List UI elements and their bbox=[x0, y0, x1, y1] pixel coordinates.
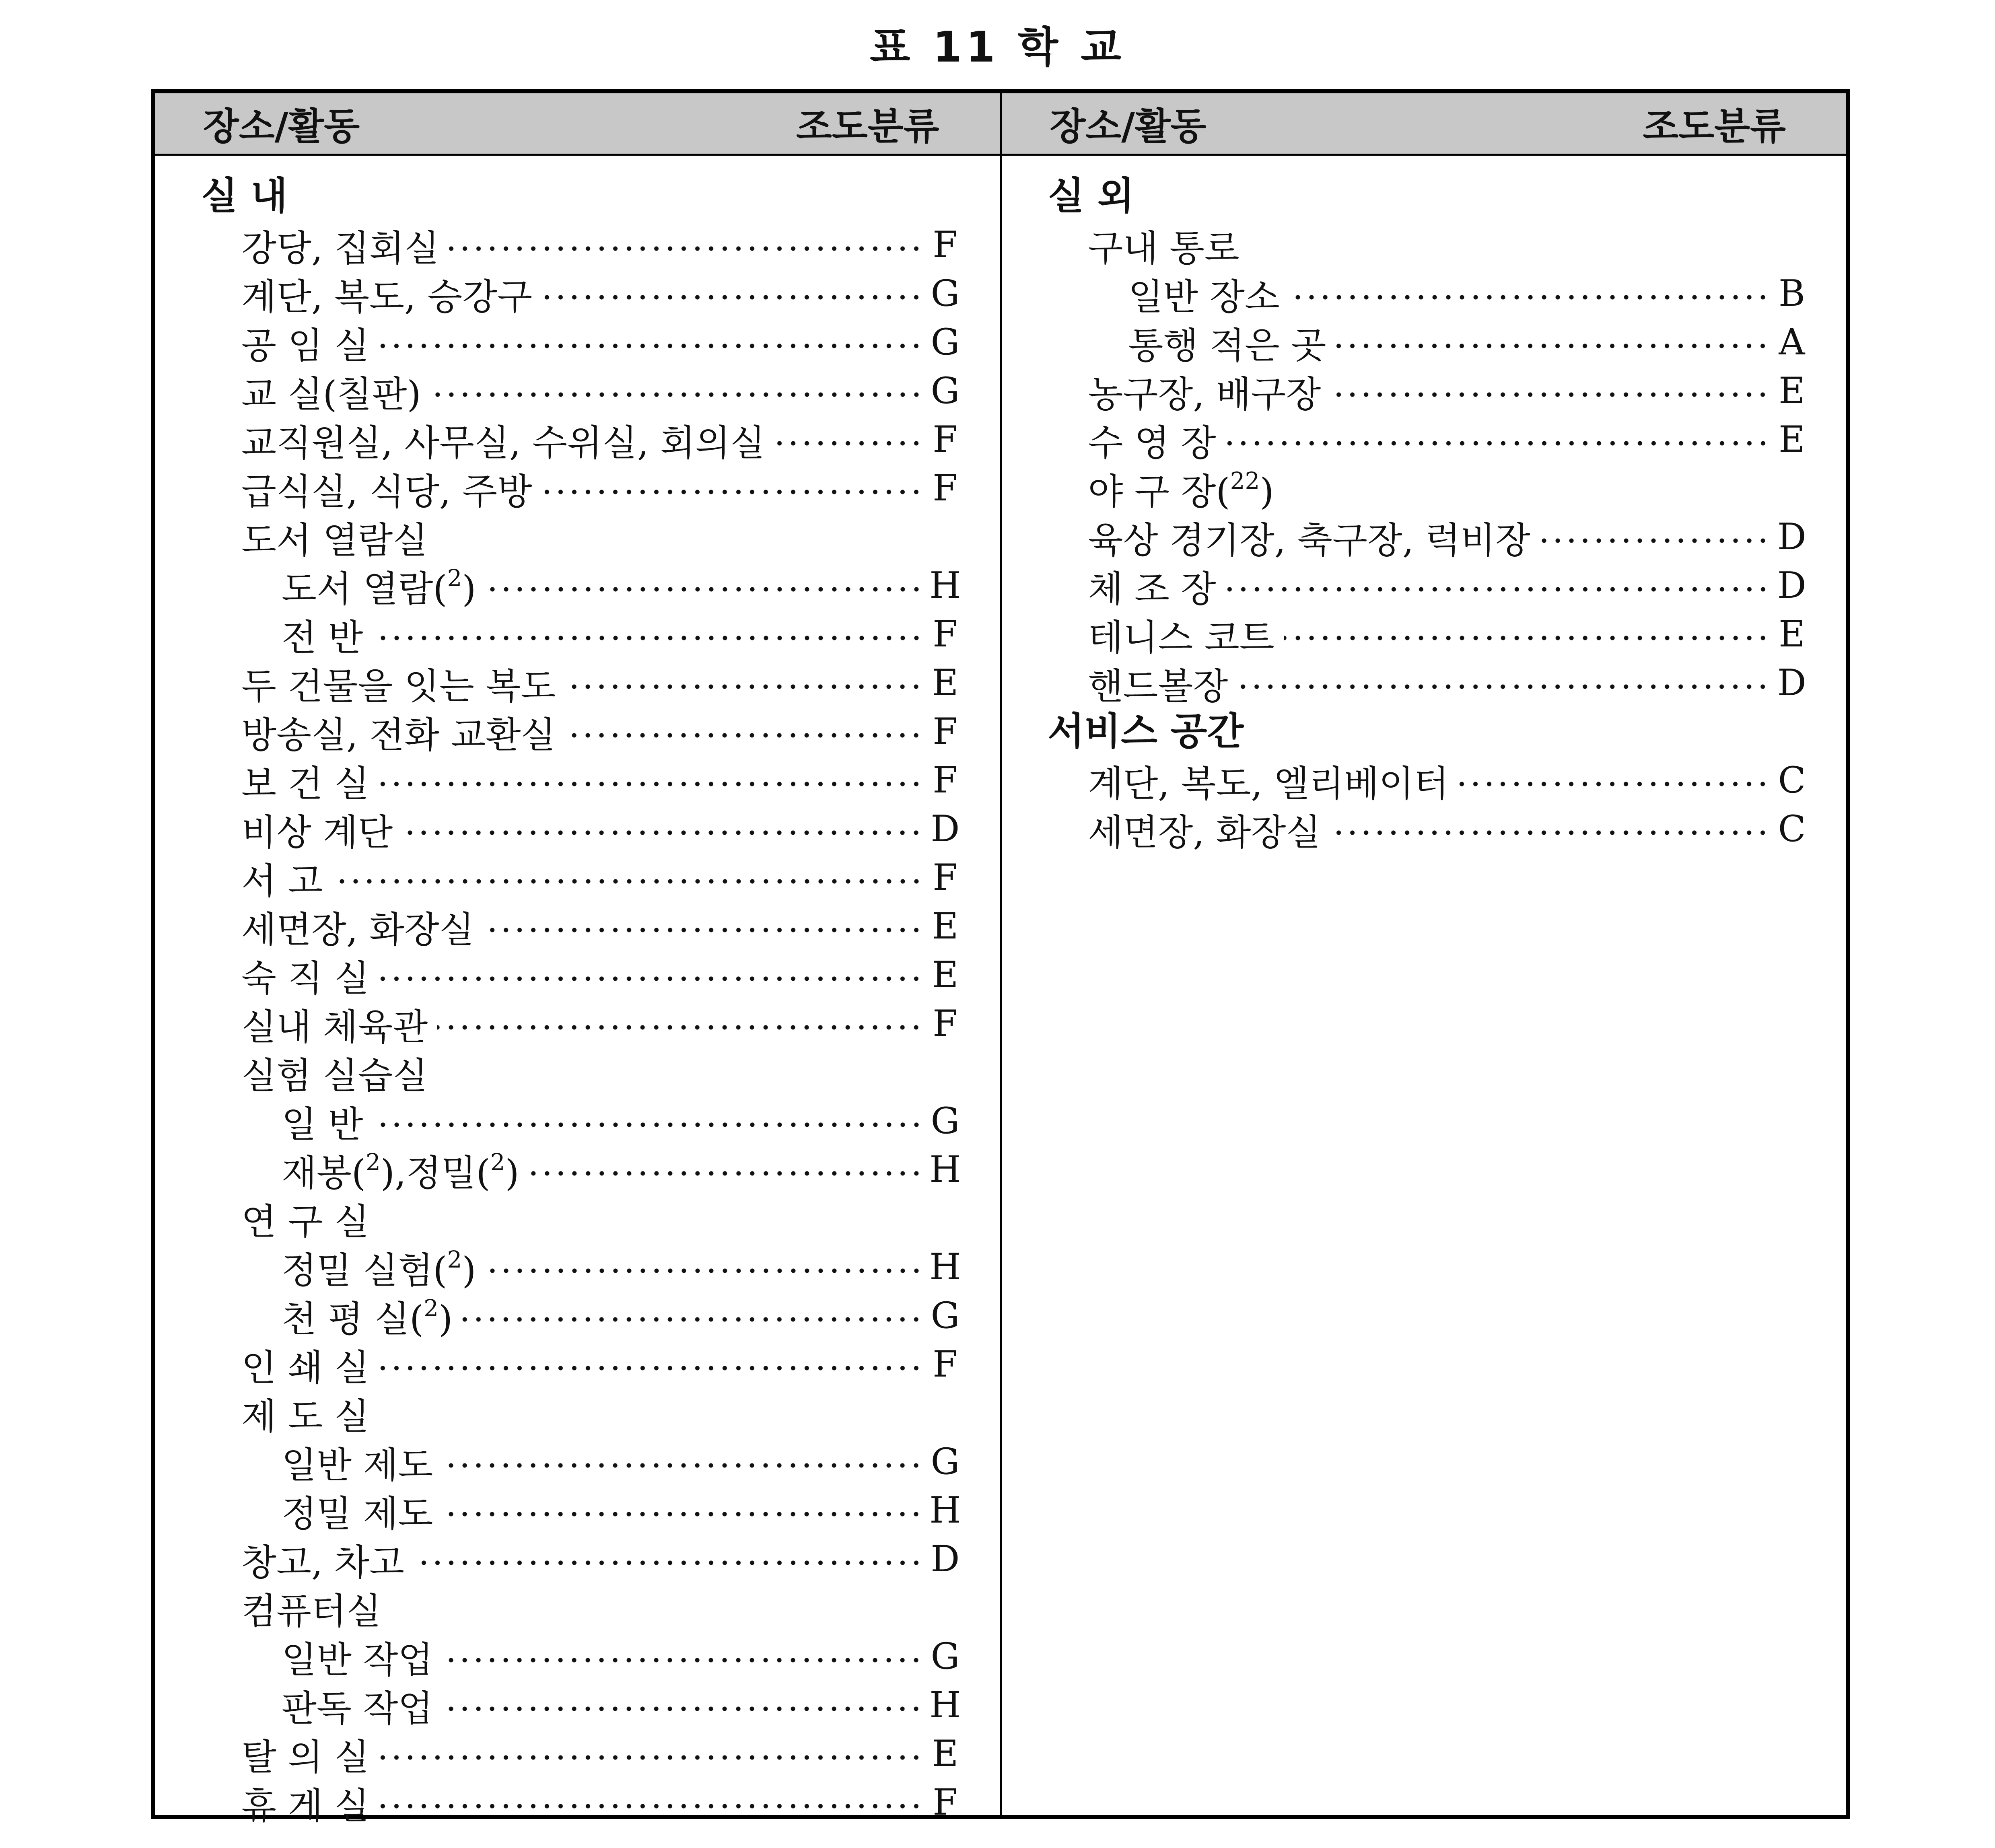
table-row bbox=[155, 999, 968, 1048]
place-text: 계단, 복도, 승강구 bbox=[241, 276, 533, 318]
left-column-body bbox=[155, 156, 1000, 1827]
place-text: 비상 계단 bbox=[241, 811, 393, 854]
place-label bbox=[241, 657, 565, 709]
dot-leader bbox=[484, 928, 923, 932]
place-label bbox=[241, 462, 542, 514]
illuminance-grade: E bbox=[932, 662, 959, 704]
illuminance-grade: D bbox=[931, 808, 960, 850]
place-text: 정밀 실험( bbox=[282, 1249, 447, 1292]
place-text: 두 건물을 잇는 복도 bbox=[241, 665, 556, 708]
place-label bbox=[1128, 316, 1336, 368]
illuminance-grade: H bbox=[929, 1489, 961, 1531]
table-row bbox=[155, 659, 968, 707]
table-row bbox=[155, 1194, 968, 1243]
dot-leader bbox=[1330, 392, 1770, 397]
place-label bbox=[241, 365, 431, 417]
place-text: 세면장, 화장실 bbox=[241, 908, 474, 951]
dot-leader bbox=[1284, 636, 1770, 640]
place-text-after: ) bbox=[505, 1152, 519, 1194]
dot-leader bbox=[443, 1658, 923, 1663]
dot-leader bbox=[462, 1317, 923, 1322]
dot-leader bbox=[486, 587, 923, 592]
place-label bbox=[1088, 414, 1226, 466]
dot-leader bbox=[379, 976, 923, 981]
illuminance-grade: F bbox=[933, 1002, 958, 1045]
place-text: 연 구 실 bbox=[241, 1200, 370, 1243]
table-row bbox=[1002, 805, 1814, 853]
illuminance-grade: D bbox=[931, 1538, 960, 1580]
dot-leader bbox=[1289, 295, 1770, 300]
place-text: 재봉( bbox=[282, 1152, 366, 1194]
place-label bbox=[241, 1192, 379, 1245]
place-text: 구내 통로 bbox=[1088, 227, 1239, 270]
illuminance-grade: G bbox=[931, 370, 960, 412]
illuminance-grade: G bbox=[931, 321, 960, 363]
dot-leader bbox=[379, 1366, 923, 1371]
dot-leader bbox=[437, 1025, 923, 1030]
place-label bbox=[1128, 268, 1289, 320]
table-row bbox=[155, 464, 968, 512]
illuminance-grade: H bbox=[929, 1148, 961, 1191]
dot-leader bbox=[379, 782, 923, 786]
table-row bbox=[1002, 512, 1814, 561]
column-header bbox=[1002, 93, 1847, 156]
place-label bbox=[241, 268, 542, 320]
place-label bbox=[282, 1241, 486, 1293]
table-row bbox=[155, 269, 968, 318]
dot-leader bbox=[1330, 830, 1770, 835]
illuminance-grade: F bbox=[933, 418, 958, 461]
place-text: 테니스 코트 bbox=[1088, 616, 1274, 659]
table-row bbox=[155, 1291, 968, 1340]
place-label bbox=[282, 1095, 373, 1147]
illuminance-grade: G bbox=[931, 1100, 960, 1142]
illuminance-class-header: 조도분류 bbox=[796, 105, 939, 148]
section-heading-indoor: 실 내 bbox=[201, 174, 288, 218]
table-row bbox=[155, 220, 968, 269]
table-row bbox=[155, 756, 968, 805]
illuminance-grade: D bbox=[1777, 516, 1807, 558]
illuminance-grade: B bbox=[1778, 272, 1806, 315]
place-label bbox=[282, 1630, 443, 1683]
table-row bbox=[155, 1243, 968, 1291]
place-label bbox=[241, 1046, 437, 1099]
table-row bbox=[155, 853, 968, 902]
illuminance-grade: F bbox=[933, 613, 958, 655]
illuminance-grade: E bbox=[1779, 370, 1805, 412]
place-activity-header: 장소/활동 bbox=[1050, 105, 1206, 148]
place-label bbox=[241, 803, 402, 855]
table-row bbox=[1002, 464, 1814, 512]
table-row bbox=[155, 318, 968, 366]
place-text: 일반 작업 bbox=[282, 1638, 433, 1681]
place-label bbox=[1088, 511, 1540, 563]
place-text-after: ) bbox=[439, 1298, 453, 1340]
dot-leader bbox=[431, 392, 923, 397]
illuminance-grade: F bbox=[933, 759, 958, 801]
place-text: 천 평 실( bbox=[282, 1298, 424, 1340]
place-text: 도서 열람( bbox=[282, 568, 447, 610]
table-row bbox=[155, 1145, 968, 1194]
place-label bbox=[282, 560, 486, 612]
left-column bbox=[155, 93, 1002, 1827]
place-label bbox=[241, 998, 437, 1050]
place-text: 탈 의 실 bbox=[241, 1736, 370, 1778]
illuminance-grade: F bbox=[933, 467, 958, 509]
place-text: 일반 장소 bbox=[1128, 276, 1280, 318]
dot-leader bbox=[379, 1755, 923, 1760]
table-row bbox=[155, 1097, 968, 1145]
place-label bbox=[1088, 365, 1331, 417]
dot-leader bbox=[443, 1706, 923, 1711]
dot-leader bbox=[379, 344, 923, 348]
table-row bbox=[155, 1681, 968, 1729]
section-heading-outdoor: 실 외 bbox=[1048, 174, 1134, 218]
table-row bbox=[1002, 220, 1814, 269]
place-text: 일 반 bbox=[282, 1103, 363, 1146]
footnote-ref: 2 bbox=[447, 1245, 462, 1273]
illuminance-grade: H bbox=[929, 1684, 961, 1726]
place-label bbox=[282, 1679, 443, 1731]
place-text: 실내 체육관 bbox=[241, 1006, 428, 1048]
place-text: 방송실, 전화 교환실 bbox=[241, 714, 556, 756]
place-label bbox=[241, 219, 449, 271]
footnote-ref: 2 bbox=[424, 1294, 439, 1322]
illuminance-grade: G bbox=[931, 1441, 960, 1483]
table-row bbox=[1002, 659, 1814, 707]
footnote-ref: 2 bbox=[447, 564, 462, 592]
place-text: 통행 적은 곳 bbox=[1128, 324, 1326, 367]
dot-leader bbox=[373, 636, 923, 640]
place-text: 컴퓨터실 bbox=[241, 1590, 381, 1632]
place-text: 판독 작업 bbox=[282, 1687, 433, 1730]
dot-leader bbox=[565, 684, 923, 689]
table-row bbox=[155, 805, 968, 853]
place-text: 교 실(칠판) bbox=[241, 373, 421, 416]
place-text: 전 반 bbox=[282, 616, 363, 659]
illuminance-class-header: 조도분류 bbox=[1643, 105, 1786, 148]
dot-leader bbox=[1237, 684, 1770, 689]
place-label bbox=[241, 852, 333, 904]
place-text: 세면장, 화장실 bbox=[1088, 811, 1321, 854]
place-text: 휴 게 실 bbox=[241, 1784, 370, 1827]
place-text-after: ),정밀( bbox=[380, 1152, 490, 1194]
place-label bbox=[282, 1144, 529, 1196]
table-row bbox=[155, 512, 968, 561]
dot-leader bbox=[1336, 344, 1770, 348]
dot-leader bbox=[449, 246, 923, 251]
dot-leader bbox=[379, 1804, 923, 1809]
place-label bbox=[282, 1436, 443, 1488]
place-label bbox=[282, 1290, 462, 1342]
place-text: 제 도 실 bbox=[241, 1395, 370, 1438]
place-label bbox=[1088, 219, 1249, 271]
place-text-after: ) bbox=[462, 568, 476, 610]
place-text: 교직원실, 사무실, 수위실, 회의실 bbox=[241, 422, 765, 464]
place-label bbox=[241, 1728, 379, 1780]
table-row bbox=[155, 610, 968, 659]
dot-leader bbox=[1226, 441, 1770, 446]
place-label bbox=[1088, 803, 1331, 855]
table-row bbox=[155, 707, 968, 756]
illuminance-grade: F bbox=[933, 224, 958, 266]
place-text: 계단, 복도, 엘리베이터 bbox=[1088, 762, 1449, 805]
illuminance-grade: H bbox=[929, 1246, 961, 1288]
place-label bbox=[241, 1338, 379, 1391]
dot-leader bbox=[1226, 587, 1770, 592]
place-text: 핸드볼장 bbox=[1088, 665, 1228, 708]
place-label bbox=[241, 1533, 414, 1585]
table-row bbox=[155, 1778, 968, 1827]
illuminance-grade: G bbox=[931, 1635, 960, 1677]
illuminance-grade: D bbox=[1777, 662, 1807, 704]
place-text: 정밀 제도 bbox=[282, 1492, 433, 1535]
place-text: 농구장, 배구장 bbox=[1088, 373, 1321, 416]
illuminance-grade: C bbox=[1778, 759, 1806, 801]
illuminance-grade: G bbox=[931, 1294, 960, 1337]
place-label bbox=[241, 1582, 391, 1634]
place-text: 창고, 차고 bbox=[241, 1541, 404, 1584]
illuminance-grade: F bbox=[933, 1781, 958, 1823]
place-text-after: ) bbox=[1260, 470, 1274, 513]
illuminance-grade: E bbox=[932, 1733, 959, 1775]
dot-leader bbox=[333, 879, 923, 884]
place-label bbox=[282, 1484, 443, 1537]
place-label bbox=[1088, 560, 1226, 612]
place-text: 급식실, 식당, 주방 bbox=[241, 470, 533, 513]
dot-leader bbox=[775, 441, 923, 446]
place-text: 일반 제도 bbox=[282, 1444, 433, 1486]
table-row bbox=[155, 366, 968, 415]
table-row bbox=[1002, 561, 1814, 610]
place-label bbox=[1088, 462, 1284, 514]
table-row bbox=[155, 561, 968, 610]
place-text-after: ) bbox=[462, 1249, 476, 1292]
table-row bbox=[1002, 318, 1814, 366]
table-row bbox=[155, 1437, 968, 1486]
dot-leader bbox=[1540, 538, 1770, 543]
place-label bbox=[1088, 657, 1238, 709]
dot-leader bbox=[443, 1512, 923, 1517]
right-column-body bbox=[1002, 156, 1847, 853]
table-row bbox=[155, 1583, 968, 1632]
section-heading-service: 서비스 공간 bbox=[1048, 710, 1244, 753]
place-text: 수 영 장 bbox=[1088, 422, 1216, 464]
place-text: 야 구 장( bbox=[1088, 470, 1230, 513]
place-text: 도서 열람실 bbox=[241, 519, 428, 562]
place-text: 보 건 실 bbox=[241, 762, 370, 805]
place-label bbox=[241, 949, 379, 1001]
place-text: 육상 경기장, 축구장, 럭비장 bbox=[1088, 519, 1530, 562]
place-label bbox=[241, 1387, 379, 1439]
illuminance-table bbox=[151, 89, 1850, 1827]
table-row bbox=[1002, 415, 1814, 464]
dot-leader bbox=[529, 1171, 923, 1176]
table-title: 표 11 학 교 bbox=[870, 23, 1125, 72]
place-label bbox=[241, 706, 565, 758]
place-label bbox=[241, 900, 484, 953]
place-label bbox=[1088, 608, 1284, 661]
table-row bbox=[155, 1535, 968, 1583]
dot-leader bbox=[443, 1463, 923, 1468]
illuminance-grade: A bbox=[1779, 321, 1805, 363]
illuminance-grade: D bbox=[1777, 564, 1807, 607]
table-row bbox=[1002, 366, 1814, 415]
illuminance-grade: E bbox=[1779, 418, 1805, 461]
right-column bbox=[1002, 93, 1847, 1815]
dot-leader bbox=[542, 295, 923, 300]
place-label bbox=[282, 608, 373, 661]
illuminance-grade: E bbox=[932, 954, 959, 996]
place-label bbox=[241, 414, 775, 466]
footnote-ref: 2 bbox=[490, 1148, 505, 1176]
dot-leader bbox=[1458, 782, 1770, 786]
table-row bbox=[155, 1389, 968, 1437]
place-text: 실험 실습실 bbox=[241, 1054, 428, 1097]
table-row bbox=[155, 1486, 968, 1535]
table-row bbox=[155, 1632, 968, 1681]
illuminance-grade: E bbox=[1779, 613, 1805, 655]
place-label bbox=[241, 511, 437, 563]
dot-leader bbox=[542, 490, 923, 494]
place-label bbox=[241, 754, 379, 807]
table-row bbox=[155, 415, 968, 464]
place-text: 공 임 실 bbox=[241, 324, 370, 367]
dot-leader bbox=[414, 1560, 923, 1565]
place-text: 강당, 집회실 bbox=[241, 227, 439, 270]
illuminance-grade: F bbox=[933, 710, 958, 753]
footnote-ref: 2 bbox=[366, 1148, 381, 1176]
illuminance-grade: F bbox=[933, 856, 958, 899]
place-text: 인 쇄 실 bbox=[241, 1346, 370, 1389]
table-row bbox=[155, 902, 968, 951]
table-row bbox=[155, 1048, 968, 1097]
illuminance-grade: E bbox=[932, 905, 959, 947]
place-label bbox=[241, 1776, 379, 1829]
dot-leader bbox=[486, 1268, 923, 1273]
place-text: 숙 직 실 bbox=[241, 957, 370, 1000]
illuminance-grade: F bbox=[933, 1343, 958, 1385]
table-row bbox=[1002, 610, 1814, 659]
table-row bbox=[1002, 756, 1814, 805]
table-row bbox=[155, 1729, 968, 1778]
footnote-ref: 22 bbox=[1230, 467, 1260, 494]
place-text: 서 고 bbox=[241, 860, 323, 902]
place-text: 체 조 장 bbox=[1088, 568, 1216, 610]
table-row bbox=[1002, 269, 1814, 318]
place-label bbox=[241, 316, 379, 368]
place-activity-header: 장소/활동 bbox=[203, 105, 360, 148]
table-row bbox=[155, 1340, 968, 1389]
column-header bbox=[155, 93, 1000, 156]
illuminance-grade: G bbox=[931, 272, 960, 315]
table-row bbox=[155, 951, 968, 999]
dot-leader bbox=[565, 733, 923, 738]
dot-leader bbox=[373, 1122, 923, 1127]
illuminance-grade: C bbox=[1778, 808, 1806, 850]
place-label bbox=[1088, 754, 1459, 807]
dot-leader bbox=[402, 830, 923, 835]
illuminance-grade: H bbox=[929, 564, 961, 607]
